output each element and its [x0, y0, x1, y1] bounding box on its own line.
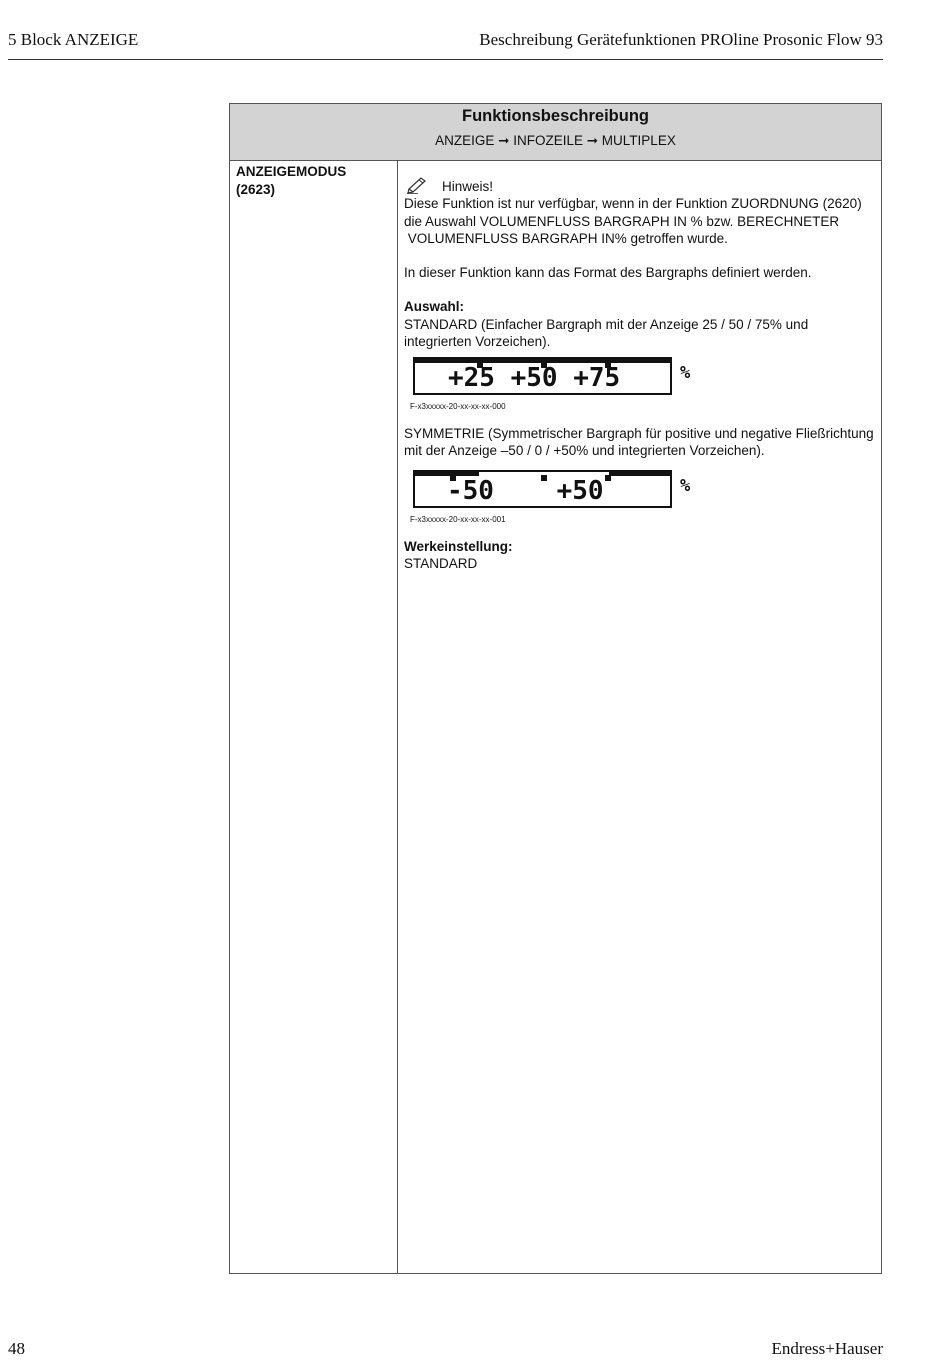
function-code: (2623) [236, 181, 276, 197]
function-description-cell [404, 175, 876, 573]
menu-path: ANZEIGE ➞ INFOZEILE ➞ MULTIPLEX [435, 133, 676, 148]
lcd-text: -50 +50 [447, 475, 604, 506]
table-header [230, 104, 881, 161]
bargraph-bar [415, 472, 479, 476]
intro-text: In dieser Funktion kann das Format des Bargraphs definiert werden. [404, 265, 812, 280]
hint-heading [404, 175, 876, 195]
function-name: ANZEIGEMODUS [236, 164, 347, 179]
header-rule [8, 59, 883, 60]
standard-bargraph-figure [404, 351, 876, 413]
symmetry-text-line: SYMMETRIE (Symmetrischer Bargraph für positive und negative Fließrichtung [404, 425, 874, 441]
bargraph-bar [609, 472, 670, 476]
percent-symbol: % [680, 362, 691, 383]
lcd-text: +25 +50 +75 [448, 362, 621, 393]
factory-setting-value: STANDARD [404, 556, 478, 571]
table-title: Funktionsbeschreibung [461, 107, 649, 125]
figure-id: F-x3xxxxx-20-xx-xx-xx-000 [410, 401, 506, 411]
running-header-title: Beschreibung Gerätefunktionen PROline Prosonic Flow 93 [479, 30, 883, 49]
figure-id: F-x3xxxxx-20-xx-xx-xx-001 [410, 514, 506, 524]
running-header-section: 5 Block ANZEIGE [8, 30, 139, 49]
standard-text-line: integrierten Vorzeichen). [404, 334, 551, 349]
pencil-icon [406, 174, 428, 194]
lcd-display [413, 470, 672, 508]
page-number: 48 [8, 1339, 25, 1358]
brand-logo-text: Endress+Hauser [771, 1339, 883, 1358]
factory-setting-heading: Werkeinstellung: [404, 538, 513, 554]
percent-symbol: % [680, 475, 691, 496]
hint-text-line: VOLUMENFLUSS BARGRAPH IN% getroffen wurde. [404, 231, 728, 246]
bargraph-tick [605, 475, 611, 481]
hint-text-line: Diese Funktion ist nur verfügbar, wenn in der Funktion ZUORDNUNG (2620) [404, 196, 862, 211]
selection-heading: Auswahl: [404, 299, 465, 314]
lcd-display [413, 357, 672, 395]
hint-label: Hinweis! [442, 179, 494, 194]
symmetry-text-line: mit der Anzeige –50 / 0 / +50% und integrierten Vorzeichen). [404, 443, 765, 458]
column-divider [397, 160, 398, 1273]
standard-text-line: STANDARD (Einfacher Bargraph mit der Anzeige 25 / 50 / 75% und [404, 316, 809, 332]
hint-text-line: die Auswahl VOLUMENFLUSS BARGRAPH IN % bzw. BERECHNETER [404, 213, 840, 229]
symmetry-bargraph-figure [404, 468, 876, 530]
function-description-table [229, 103, 882, 1274]
function-name-cell [236, 163, 391, 198]
